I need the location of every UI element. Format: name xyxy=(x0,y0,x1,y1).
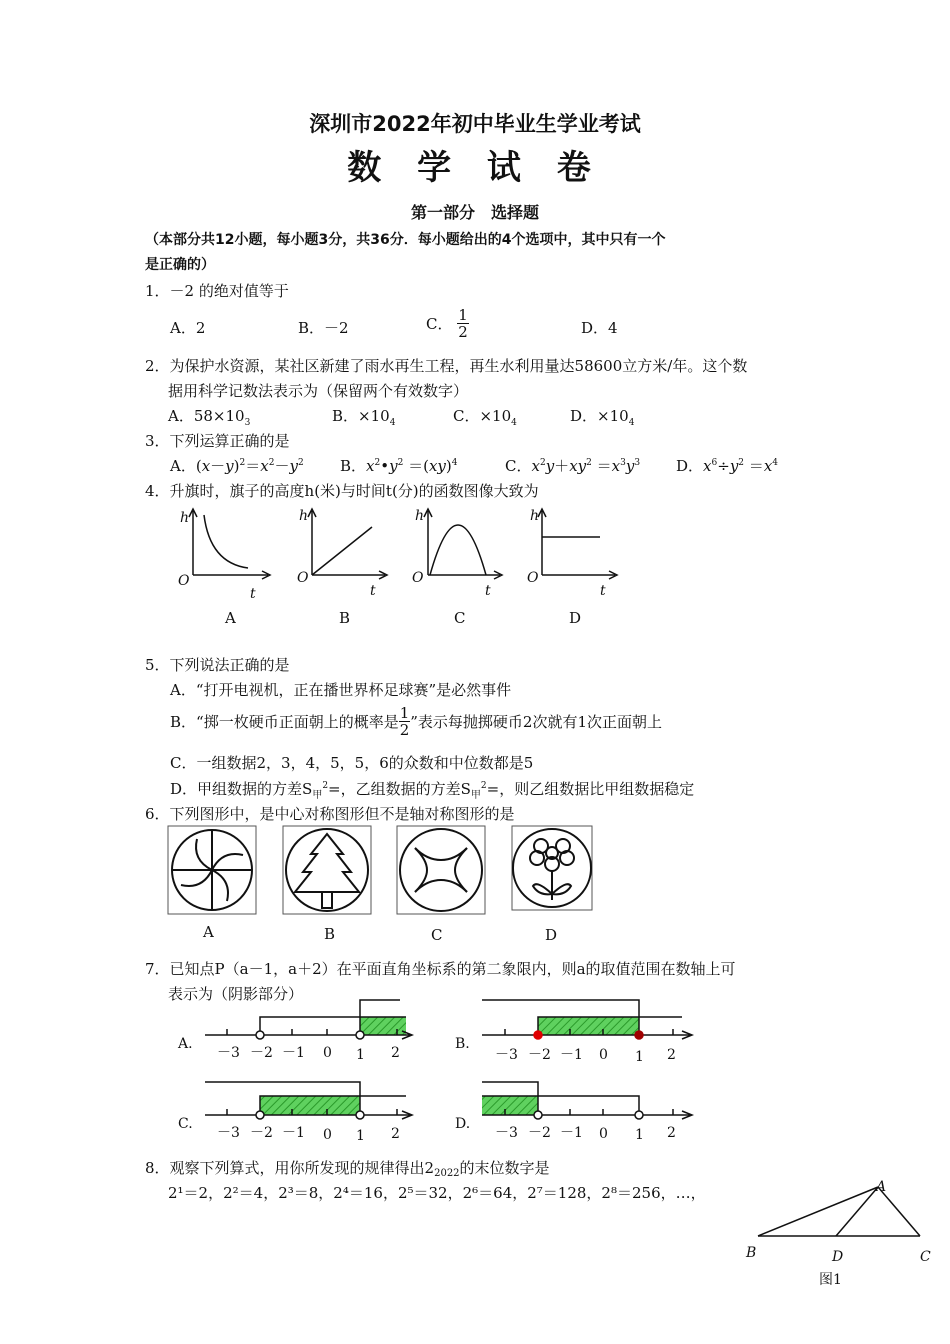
q2-c-base: C．×10 xyxy=(453,407,512,425)
q7-a-tick-0: 0 xyxy=(323,1045,332,1061)
q4-graph-a xyxy=(189,509,270,579)
q2-b-exp: 4 xyxy=(389,418,396,428)
q5-d-post: =，则乙组数据比甲组数据稳定 xyxy=(486,780,695,798)
q7-a-tick-n1: －1 xyxy=(282,1045,305,1061)
fig1-label-d: D xyxy=(832,1249,844,1265)
q7-line-1: 7．已知点P（a－1，a＋2）在平面直角坐标系的第二象限内，则a的取值范围在数轴上可 xyxy=(145,960,736,978)
q4-graph-d xyxy=(538,509,617,579)
q3-stem: 3．下列运算正确的是 xyxy=(145,432,290,450)
q7-a-tick-n3: －3 xyxy=(217,1045,240,1061)
q7-d-tick-0: 0 xyxy=(599,1126,608,1142)
q7-d-tick-n2: －2 xyxy=(528,1125,551,1141)
q7-a-tick-n2: －2 xyxy=(250,1045,273,1061)
fig1-segment-ad xyxy=(836,1187,878,1236)
section-heading: 第一部分 选择题 xyxy=(410,203,539,222)
figure-1 xyxy=(740,1175,940,1290)
q7-option-d: D. xyxy=(455,1116,471,1132)
q6-figures xyxy=(165,824,595,946)
q7-b-tick-2: 2 xyxy=(667,1047,676,1063)
q7-c-tick-n1: －1 xyxy=(282,1125,305,1141)
q4-label-a: A xyxy=(225,609,236,627)
q7-d-tick-1: 1 xyxy=(635,1127,644,1143)
q7-c-tick-2: 2 xyxy=(391,1126,400,1142)
q5-option-b xyxy=(170,705,662,738)
fig1-label-a: A xyxy=(876,1179,887,1195)
q6-stem: 6．下列图形中，是中心对称图形但不是轴对称图形的是 xyxy=(145,805,515,823)
q1-option-d: D．4 xyxy=(581,319,618,337)
q7-d-tick-n3: －3 xyxy=(495,1125,518,1141)
q7-c-tick-0: 0 xyxy=(323,1127,332,1143)
q5-b-post: ”表示每抛掷硬币2次就有1次正面朝上 xyxy=(410,713,663,731)
q2-line-1: 2．为保护水资源，某社区新建了雨水再生工程，再生水利用量达58600立方米/年。这个数 xyxy=(145,357,748,375)
q5-d-sub2: 甲 xyxy=(470,790,481,801)
q5-b-pre: B．“掷一枚硬币正面朝上的概率是 xyxy=(170,713,399,731)
q4-c-o: O xyxy=(412,570,424,586)
q4-c-t: t xyxy=(485,583,491,599)
q4-b-o: O xyxy=(297,570,309,586)
q7-b-tick-n3: －3 xyxy=(495,1047,518,1063)
q8-stem-text: 8．观察下列算式，用你所发现的规律得出2 xyxy=(145,1159,435,1177)
exam-subtitle: 数 学 试 卷 xyxy=(347,148,603,188)
q7-line-d xyxy=(482,1082,692,1119)
q3-option-b: B．$x^2•y^2 =(xy)^4$ xyxy=(340,457,458,475)
exam-title: 深圳市2022年初中毕业生学业考试 xyxy=(309,112,641,136)
q7-c-tick-n3: －3 xyxy=(217,1125,240,1141)
q1-fraction-numerator: 1 xyxy=(458,306,468,324)
q5-d-pre: D．甲组数据的方差S xyxy=(170,780,313,798)
q8-stem-exp: 2022 xyxy=(434,1168,460,1179)
q1-option-a: A．2 xyxy=(170,319,206,337)
q7-b-tick-1: 1 xyxy=(635,1049,644,1065)
q4-graph-b xyxy=(308,509,387,579)
q2-c-exp: 4 xyxy=(511,418,517,428)
q4-label-d: D xyxy=(569,609,582,627)
q4-label-c: C xyxy=(454,609,466,627)
q7-option-a: A. xyxy=(178,1036,193,1052)
q2-option-a xyxy=(168,405,250,428)
q4-a-t: t xyxy=(250,586,256,602)
q4-c-h: h xyxy=(415,508,425,524)
q1-stem: 1．－2 的绝对值等于 xyxy=(145,282,289,300)
q8-stem xyxy=(145,1157,550,1179)
q7-line-2: 表示为（阴影部分） xyxy=(168,985,304,1003)
q5-b-num: 1 xyxy=(399,704,410,722)
q7-c-tick-n2: －2 xyxy=(250,1125,273,1141)
q6-figure-b xyxy=(286,829,368,911)
instruction-line-1: （本部分共12小题，每小题3分，共36分．每小题给出的4个选项中，其中只有一个 xyxy=(145,232,666,248)
q2-a-base: A．58×10 xyxy=(168,407,245,425)
q3-option-a: A．$(x-y)^2=x^2-y^2$ xyxy=(170,457,304,475)
q7-b-tick-n2: －2 xyxy=(528,1047,551,1063)
q4-a-o: O xyxy=(178,573,190,589)
q1-fraction-denominator: 2 xyxy=(458,323,468,341)
q5-b-fraction xyxy=(399,705,411,738)
fig1-caption: 图1 xyxy=(819,1272,842,1288)
q5-d-sub1: 甲 xyxy=(312,790,323,801)
q8-sequence: 2¹＝2，2²＝4，2³＝8，2⁴＝16，2⁵＝32，2⁶＝64，2⁷＝128，2⁸＝256，…， xyxy=(168,1184,706,1202)
q6-label-a: A xyxy=(203,923,214,941)
q4-graphs xyxy=(160,505,620,630)
q6-label-c: C xyxy=(431,926,443,944)
q6-box-b xyxy=(283,826,371,914)
q5-option-c: C．一组数据2，3，4，5，5，6的众数和中位数都是5 xyxy=(170,754,534,772)
q2-line-2: 据用科学记数法表示为（保留两个有效数字） xyxy=(168,382,469,400)
q2-d-exp: 4 xyxy=(628,418,635,428)
q5-option-d: D．甲组数据的方差$S_甲^2=$，乙组数据的方差$S_甲^2=$，则乙组数据比甲组数据稳定 xyxy=(170,780,695,801)
q4-d-t: t xyxy=(600,583,606,599)
q4-a-h: h xyxy=(180,510,190,526)
q7-a-tick-2: 2 xyxy=(391,1045,400,1061)
q7-line-a xyxy=(205,1000,412,1039)
q4-b-h: h xyxy=(299,508,309,524)
q5-option-a: A．“打开电视机，正在播世界杯足球赛”是必然事件 xyxy=(170,681,512,699)
q6-figure-c xyxy=(400,829,482,911)
q7-c-tick-1: 1 xyxy=(356,1128,365,1144)
q1-option-c xyxy=(426,307,469,340)
q2-d-base: D．×10 xyxy=(570,407,629,425)
q1-fraction xyxy=(457,307,469,340)
q4-label-b: B xyxy=(339,609,351,627)
q7-line-c xyxy=(205,1082,412,1119)
q6-figure-d xyxy=(513,829,591,907)
q7-number-lines xyxy=(170,995,700,1150)
q7-a-tick-1: 1 xyxy=(356,1047,365,1063)
instruction-line-2: 是正确的） xyxy=(145,257,215,273)
q1-option-c-label: C． xyxy=(426,315,453,333)
q7-b-tick-n1: －1 xyxy=(560,1047,583,1063)
q3-option-d: D．$x^6\div y^2 =x^4$ xyxy=(676,457,779,475)
q8-stem-post: 的末位数字是 xyxy=(459,1159,550,1177)
q5-b-den: 2 xyxy=(399,721,410,739)
q6-figure-a xyxy=(172,830,252,910)
q2-a-exp: 3 xyxy=(244,418,251,428)
q7-d-tick-2: 2 xyxy=(667,1125,676,1141)
q5-d-mid: =，乙组数据的方差S xyxy=(328,780,471,798)
q7-d-tick-n1: －1 xyxy=(560,1125,583,1141)
q7-line-b xyxy=(482,1000,692,1039)
q6-label-b: B xyxy=(324,925,336,943)
q4-graph-c xyxy=(424,509,502,579)
fig1-label-c: C xyxy=(920,1249,931,1265)
fig1-label-b: B xyxy=(746,1245,757,1261)
q2-option-d xyxy=(570,405,634,428)
q4-d-o: O xyxy=(527,570,539,586)
q2-option-c xyxy=(453,405,517,428)
fig1-segment-ab xyxy=(758,1187,878,1236)
q7-b-tick-0: 0 xyxy=(599,1047,608,1063)
q5-stem: 5．下列说法正确的是 xyxy=(145,656,290,674)
q6-label-d: D xyxy=(545,926,558,944)
q7-option-b: B. xyxy=(455,1036,470,1052)
q2-option-b xyxy=(332,405,395,428)
q4-b-t: t xyxy=(370,583,376,599)
q2-b-base: B．×10 xyxy=(332,407,390,425)
q7-option-c: C. xyxy=(178,1116,193,1132)
q3-option-c: C．$x^2y+xy^2 =x^3y^3$ xyxy=(505,457,641,475)
q4-stem: 4．升旗时，旗子的高度h(米)与时间t(分)的函数图像大致为 xyxy=(145,482,539,500)
q4-d-h: h xyxy=(530,508,540,524)
q1-option-b: B．－2 xyxy=(298,319,349,337)
q6-box-c xyxy=(397,826,485,914)
